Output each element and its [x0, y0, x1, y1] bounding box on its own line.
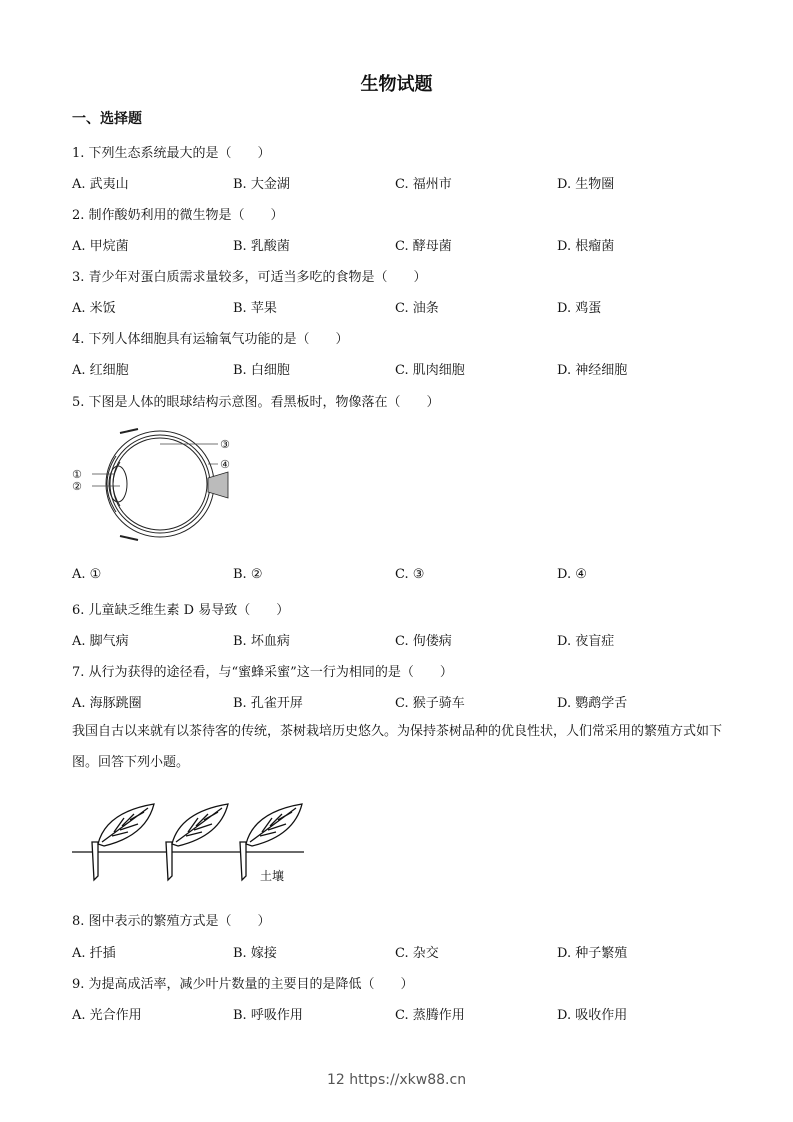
option-b: B. 呼吸作用: [233, 1008, 303, 1023]
option-c: C. 蒸腾作用: [395, 1008, 465, 1023]
label-1: ①: [72, 468, 82, 481]
option-b: B. ②: [233, 567, 263, 582]
question-9-stem: 9. 为提高成活率，减少叶片数量的主要目的是降低（ ）: [72, 977, 414, 992]
option-a: A. 光合作用: [72, 1008, 142, 1023]
question-6-stem: 6. 儿童缺乏维生素 D 易导致（ ）: [72, 603, 290, 618]
option-c: C. 福州市: [395, 177, 452, 192]
option-c: C. 油条: [395, 301, 439, 316]
option-a: A. 脚气病: [72, 634, 129, 649]
question-3-stem: 3. 青少年对蛋白质需求量较多，可适当多吃的食物是（ ）: [72, 270, 427, 285]
option-b: B. 乳酸菌: [233, 239, 290, 254]
option-b: B. 嫁接: [233, 946, 277, 961]
question-4-stem: 4. 下列人体细胞具有运输氧气功能的是（ ）: [72, 332, 349, 347]
option-c: C. 杂交: [395, 946, 439, 961]
option-d: D. 鹦鹉学舌: [557, 696, 628, 711]
question-8-options: [72, 942, 732, 960]
option-b: B. 白细胞: [233, 363, 290, 378]
page-footer: 12 https://xkw88.cn: [326, 1072, 467, 1088]
option-a: A. 米饭: [72, 301, 116, 316]
cutting-diagram: [72, 798, 312, 888]
option-d: D. 种子繁殖: [557, 946, 628, 961]
option-b: B. 大金湖: [233, 177, 290, 192]
question-5-stem: 5. 下图是人体的眼球结构示意图。看黑板时，物像落在（ ）: [72, 395, 440, 410]
option-b: B. 孔雀开屏: [233, 696, 303, 711]
option-b: B. 坏血病: [233, 634, 290, 649]
question-4-options: [72, 359, 732, 377]
option-a: A. 海豚跳圈: [72, 696, 142, 711]
option-c: C. 佝偻病: [395, 634, 452, 649]
question-2-stem: 2. 制作酸奶利用的微生物是（ ）: [72, 208, 284, 223]
option-c: C. 肌肉细胞: [395, 363, 465, 378]
question-7-options: [72, 692, 732, 710]
option-d: D. 吸收作用: [557, 1008, 628, 1023]
soil-label: 土壤: [260, 869, 285, 883]
label-2: ②: [72, 480, 82, 493]
option-d: D. 夜盲症: [557, 634, 615, 649]
option-d: D. 根瘤菌: [557, 239, 615, 254]
option-a: A. 扦插: [72, 946, 116, 961]
option-a: A. 甲烷菌: [72, 239, 129, 254]
question-1-options: [72, 173, 732, 191]
question-6-options: [72, 630, 732, 648]
option-d: D. 神经细胞: [557, 363, 628, 378]
option-a: A. 武夷山: [72, 177, 129, 192]
option-d: D. ④: [557, 567, 587, 582]
question-7-stem: 7. 从行为获得的途径看，与“蜜蜂采蜜”这一行为相同的是（ ）: [72, 665, 453, 680]
option-a: A. 红细胞: [72, 363, 129, 378]
option-c: C. 酵母菌: [395, 239, 452, 254]
question-5-options: [72, 567, 732, 585]
question-3-options: [72, 297, 732, 315]
question-1-stem: 1. 下列生态系统最大的是（ ）: [72, 146, 271, 161]
option-c: C. 猴子骑车: [395, 696, 465, 711]
label-4: ④: [220, 458, 230, 471]
option-a: A. ①: [72, 567, 102, 582]
option-d: D. 鸡蛋: [557, 301, 602, 316]
option-b: B. 苹果: [233, 301, 277, 316]
section-heading: 一、选择题: [72, 111, 142, 127]
question-8-stem: 8. 图中表示的繁殖方式是（ ）: [72, 914, 271, 929]
question-2-options: [72, 235, 732, 253]
option-d: D. 生物圈: [557, 177, 615, 192]
option-c: C. ③: [395, 567, 425, 582]
passage: 我国自古以来就有以茶待客的传统，茶树栽培历史悠久。为保持茶树品种的优良性状，人们常采用的繁殖方式如下图。回答下列小题。: [72, 724, 723, 770]
question-9-options: [72, 1004, 732, 1022]
page-title: 生物试题: [360, 74, 433, 95]
eye-diagram: [68, 420, 248, 545]
label-3: ③: [220, 438, 230, 451]
